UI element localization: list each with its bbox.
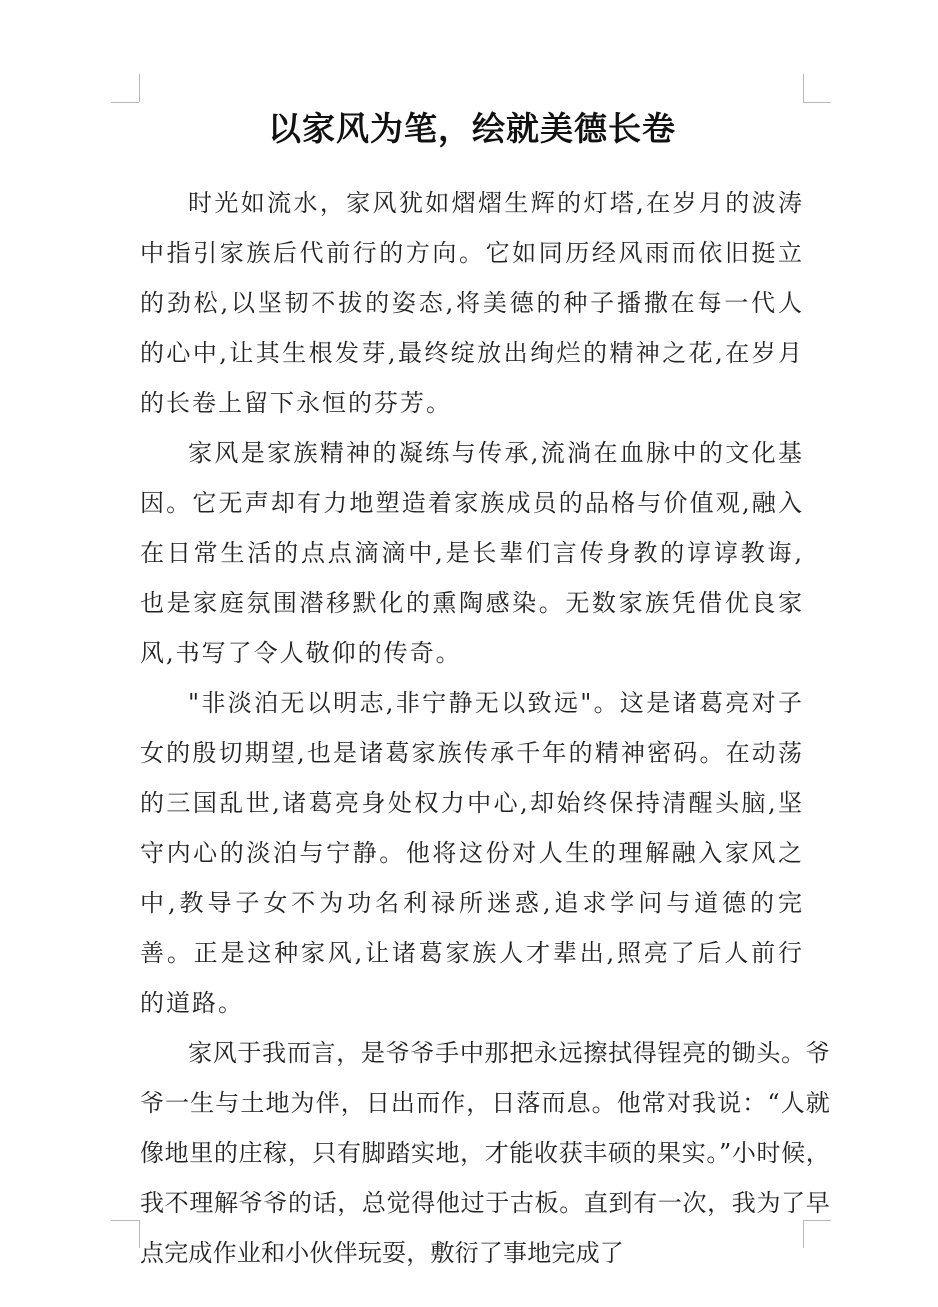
document-body xyxy=(140,178,830,1278)
paragraph-2: 家风是家族精神的凝练与传承,流淌在血脉中的文化基因。它无声却有力地塑造着家族成员的品格与价值观,融入在日常生活的点点滴滴中,是长辈们言传身教的谆谆教诲,也是家庭氛围潜移默化的熏陶感染。无数家族凭借优良家风,书写了令人敬仰的传奇。 xyxy=(140,439,804,667)
paragraph-1: 时光如流水，家风犹如熠熠生辉的灯塔,在岁月的波涛中指引家族后代前行的方向。它如同历经风雨而依旧挺立的劲松,以坚韧不拔的姿态,将美德的种子播撒在每一代人的心中,让其生根发芽,最终绽放出绚烂的精神之花,在岁月的长卷上留下永恒的芬芳。 xyxy=(140,189,804,417)
paragraph-3: "非淡泊无以明志,非宁静无以致远"。这是诸葛亮对子女的殷切期望,也是诸葛家族传承千年的精神密码。在动荡的三国乱世,诸葛亮身处权力中心,却始终保持清醒头脑,坚守内心的淡泊与宁静。他将这份对人生的理解融入家风之中,教导子女不为功名利禄所迷惑,追求学问与道德的完善。正是这种家风,让诸葛家族人才辈出,照亮了后人前行的道路。 xyxy=(140,689,804,1017)
paragraph-4: 家风于我而言，是爷爷手中那把永远擦拭得锃亮的锄头。爷爷一生与土地为伴，日出而作，日落而息。他常对我说：“人就像地里的庄稼，只有脚踏实地，才能收获丰硕的果实。”小时候，我不理解爷爷的话，总觉得他过于古板。直到有一次，我为了早点完成作业和小伙伴玩耍，敷衍了事地完成了 xyxy=(140,1039,830,1267)
document-title: 以家风为笔，绘就美德长卷 xyxy=(268,109,676,148)
